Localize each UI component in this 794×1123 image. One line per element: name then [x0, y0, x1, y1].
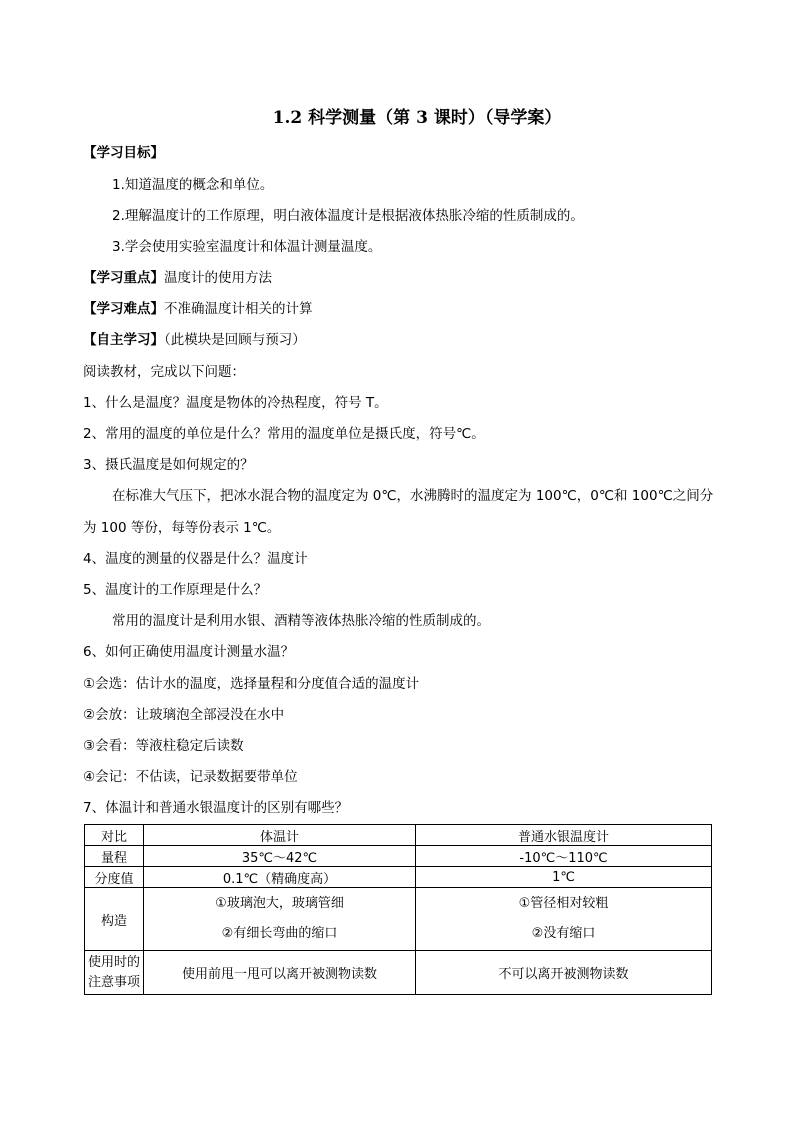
- table-cell: 使用前甩一甩可以离开被测物读数: [144, 951, 416, 995]
- difficulty: [83, 299, 313, 319]
- difficulty-label: 【学习难点】: [83, 301, 164, 317]
- cell-line: ①玻璃泡大，玻璃管细: [215, 896, 344, 911]
- intro-text: 阅读教材，完成以下问题：: [83, 364, 245, 380]
- cell-line: ②有细长弯曲的缩口: [221, 926, 338, 941]
- goal-item-1: 1.知道温度的概念和单位。: [112, 177, 274, 193]
- question-4: 4、温度的测量的仪器是什么？温度计: [83, 551, 308, 567]
- table-cell: 量程: [85, 846, 144, 867]
- cell-line: ②没有缩口: [531, 926, 596, 941]
- table-cell: 构造: [85, 888, 144, 951]
- table-cell: -10℃～110℃: [416, 846, 712, 867]
- table-row: [85, 888, 712, 951]
- table-cell: 体温计: [144, 825, 416, 846]
- table-cell: [85, 951, 144, 995]
- cell-line: 注意事项: [87, 974, 140, 990]
- question-2: 2、常用的温度的单位是什么？常用的温度单位是摄氏度，符号℃。: [83, 426, 485, 442]
- table-cell: 35℃～42℃: [144, 846, 416, 867]
- step-2: ②会放：让玻璃泡全部浸没在水中: [83, 707, 285, 723]
- step-3: ③会看：等液柱稳定后读数: [83, 738, 244, 754]
- answer-5: 常用的温度计是利用水银、酒精等液体热胀冷缩的性质制成的。: [112, 613, 490, 629]
- comparison-table: [84, 824, 712, 995]
- table-cell: 0.1℃（精确度高）: [144, 867, 416, 888]
- page-title: 1.2 科学测量（第 3 课时）（导学案）: [272, 108, 562, 128]
- step-1: ①会选：估计水的温度，选择量程和分度值合适的温度计: [83, 676, 420, 692]
- goal-item-3: 3.学会使用实验室温度计和体温计测量温度。: [112, 239, 382, 255]
- cell-line: 使用时的: [87, 954, 140, 970]
- answer-3-line-2: 为 100 等份，每等份表示 1℃。: [83, 520, 281, 536]
- difficulty-text: 不准确温度计相关的计算: [164, 301, 313, 317]
- cell-line: ①管径相对较粗: [518, 896, 609, 911]
- table-cell: [144, 888, 416, 951]
- question-5: 5、温度计的工作原理是什么？: [83, 582, 268, 598]
- table-row: [85, 846, 712, 867]
- goal-item-2: 2.理解温度计的工作原理，明白液体温度计是根据液体热胀冷缩的性质制成的。: [112, 208, 584, 224]
- question-3: 3、摄氏温度是如何规定的？: [83, 457, 254, 473]
- table-row: [85, 951, 712, 995]
- question-7: 7、体温计和普通水银温度计的区别有哪些？: [83, 800, 349, 816]
- table-row: [85, 825, 712, 846]
- self-study-label: 【自主学习】: [83, 332, 164, 348]
- answer-3-line-1: 在标准大气压下，把冰水混合物的温度定为 0℃，水沸腾时的温度定为 100℃，0℃和 100℃之间分: [112, 488, 714, 504]
- key-point: [83, 268, 272, 288]
- table-cell: 分度值: [85, 867, 144, 888]
- table-cell: 普通水银温度计: [416, 825, 712, 846]
- self-study: [83, 330, 306, 350]
- step-4: ④会记：不估读，记录数据要带单位: [83, 769, 298, 785]
- self-study-text: （此模块是回顾与预习）: [164, 332, 306, 348]
- key-point-label: 【学习重点】: [83, 270, 164, 286]
- goals-heading: 【学习目标】: [83, 145, 164, 161]
- table-cell: 1℃: [416, 867, 712, 888]
- table-row: [85, 867, 712, 888]
- question-6: 6、如何正确使用温度计测量水温？: [83, 644, 295, 660]
- question-1: 1、什么是温度？温度是物体的冷热程度，符号 T。: [83, 395, 388, 411]
- table-cell: 对比: [85, 825, 144, 846]
- table-cell: [416, 888, 712, 951]
- key-point-text: 温度计的使用方法: [164, 270, 272, 286]
- table-cell: 不可以离开被测物读数: [416, 951, 712, 995]
